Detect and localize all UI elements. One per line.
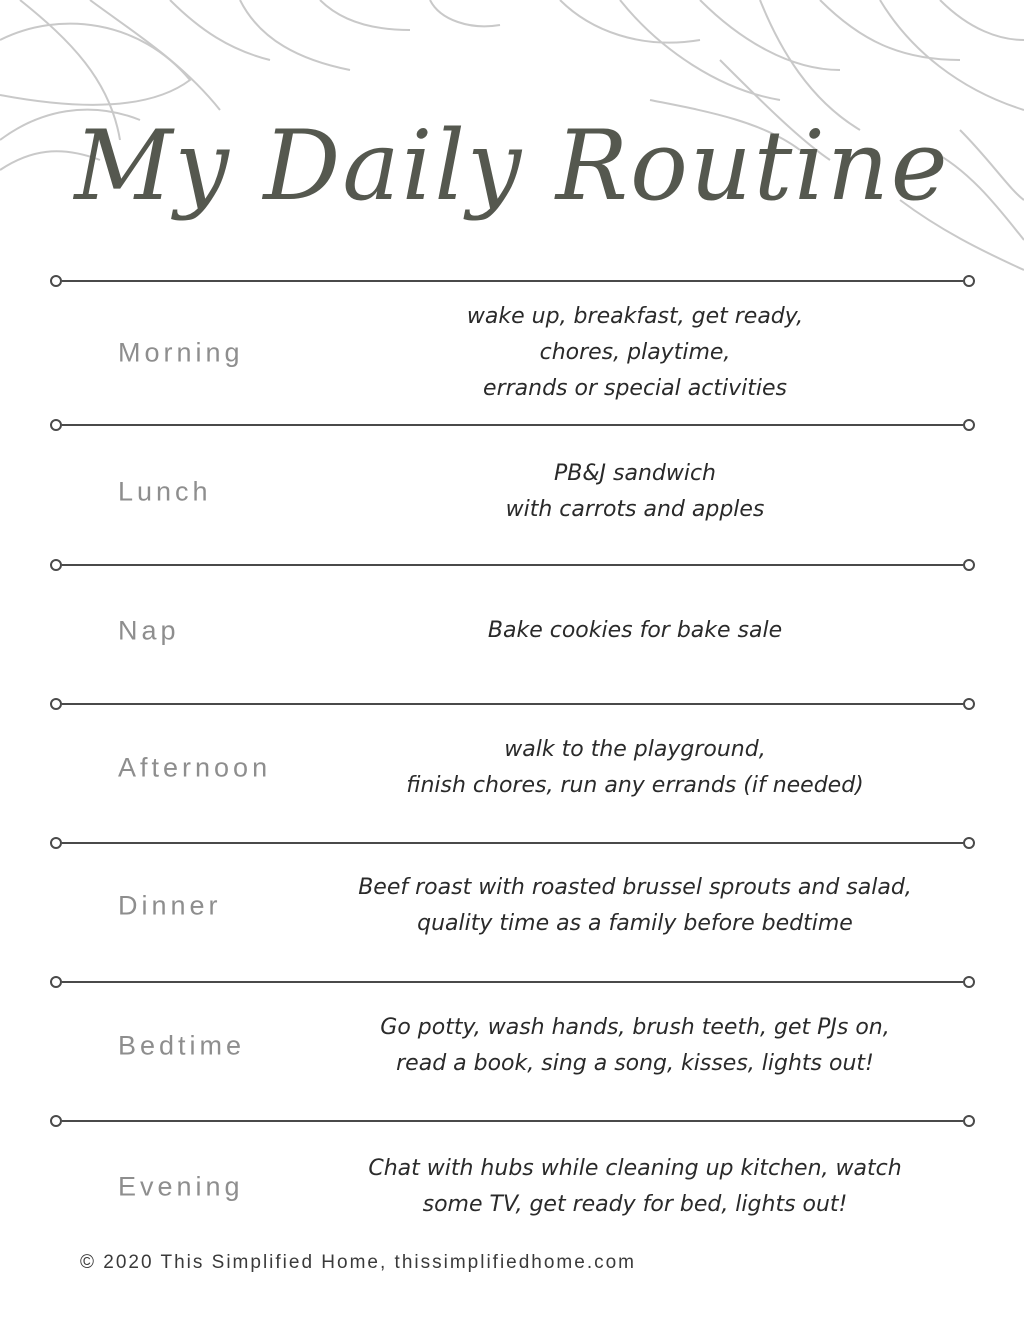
routine-entry-line: read a book, sing a song, kisses, lights out! <box>396 1051 874 1076</box>
routine-label: Dinner <box>118 890 222 921</box>
divider-end-icon <box>50 419 62 431</box>
section-divider <box>50 837 975 849</box>
divider-end-icon <box>50 976 62 988</box>
routine-entry-line: Beef roast with roasted brussel sprouts and salad, <box>358 875 912 900</box>
divider-end-icon <box>50 559 62 571</box>
divider-end-icon <box>963 698 975 710</box>
divider-end-icon <box>963 1115 975 1127</box>
routine-entry <box>290 1010 980 1082</box>
divider-end-icon <box>963 419 975 431</box>
divider-line <box>62 842 963 844</box>
routine-entry-line: chores, playtime, <box>539 340 731 365</box>
divider-line <box>62 981 963 983</box>
routine-label: Evening <box>118 1171 244 1202</box>
section-divider <box>50 559 975 571</box>
divider-line <box>62 424 963 426</box>
routine-entry-line: Bake cookies for bake sale <box>487 618 783 643</box>
divider-end-icon <box>50 698 62 710</box>
divider-line <box>62 564 963 566</box>
routine-entry-line: finish chores, run any errands (if needed) <box>406 773 864 798</box>
routine-entry <box>290 1151 980 1223</box>
routine-entry-line: wake up, breakfast, get ready, <box>466 304 804 329</box>
routine-entry <box>290 613 980 649</box>
routine-entry-line: errands or special activities <box>483 376 787 401</box>
page-title: My Daily Routine <box>74 110 950 222</box>
routine-entry-line: quality time as a family before bedtime <box>417 911 853 936</box>
routine-entry-line: with carrots and apples <box>505 497 765 522</box>
routine-label: Lunch <box>118 476 212 507</box>
divider-end-icon <box>50 275 62 287</box>
divider-line <box>62 703 963 705</box>
section-divider <box>50 1115 975 1127</box>
routine-entry <box>290 732 980 804</box>
routine-entry <box>290 870 980 942</box>
divider-line <box>62 280 963 282</box>
section-divider <box>50 275 975 287</box>
divider-line <box>62 1120 963 1122</box>
section-divider <box>50 698 975 710</box>
routine-label: Morning <box>118 337 244 368</box>
divider-end-icon <box>963 976 975 988</box>
divider-end-icon <box>963 275 975 287</box>
routine-entry-line: walk to the playground, <box>504 737 766 762</box>
routine-label: Afternoon <box>118 752 272 783</box>
divider-end-icon <box>963 837 975 849</box>
routine-entry-line: Go potty, wash hands, brush teeth, get PJs on, <box>380 1015 890 1040</box>
routine-entry-line: Chat with hubs while cleaning up kitchen, watch <box>368 1156 902 1181</box>
divider-end-icon <box>50 1115 62 1127</box>
routine-entry <box>290 456 980 528</box>
routine-label: Nap <box>118 615 180 646</box>
divider-end-icon <box>50 837 62 849</box>
section-divider <box>50 976 975 988</box>
divider-end-icon <box>963 559 975 571</box>
routine-label: Bedtime <box>118 1030 246 1061</box>
routine-entry-line: some TV, get ready for bed, lights out! <box>422 1192 848 1217</box>
footer-copyright: © 2020 This Simplified Home, thissimplifiedhome.com <box>80 1252 636 1273</box>
routine-entry-line: PB&J sandwich <box>554 461 716 486</box>
routine-entry <box>290 299 980 407</box>
section-divider <box>50 419 975 431</box>
